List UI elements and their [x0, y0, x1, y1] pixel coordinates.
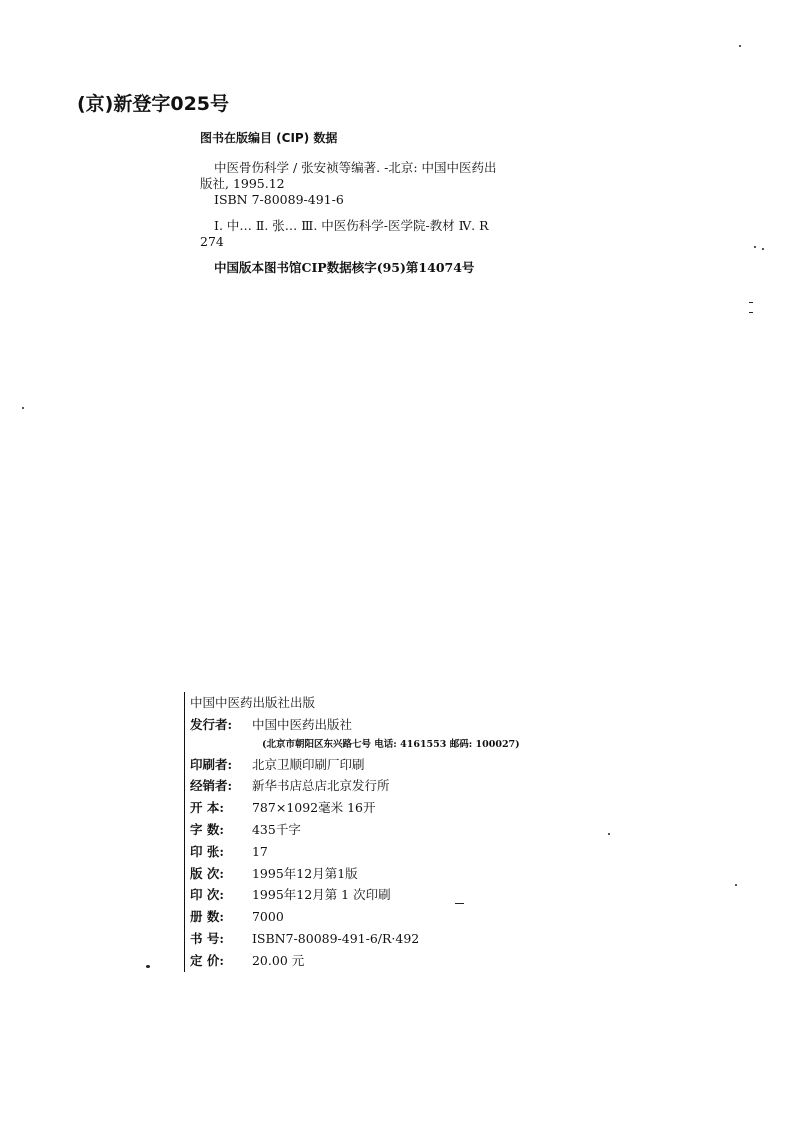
cip-verification-number: 中国版本图书馆CIP数据核字(95)第14074号 — [214, 260, 475, 275]
cip-class-line: Ⅰ. 中… Ⅱ. 张… Ⅲ. 中医伤科学-医学院-教材 Ⅳ. R — [214, 218, 489, 233]
publisher-line: 中国中医药出版社出版 — [190, 695, 316, 710]
scan-speck — [754, 246, 756, 248]
issuer-label: 发行者: — [190, 716, 233, 732]
book-number-row — [190, 928, 520, 950]
price-label: 定 价: — [190, 952, 224, 968]
publisher-address: (北京市朝阳区东兴路七号 电话: 4161553 邮码: 100027) — [262, 738, 520, 750]
scan-speck — [608, 833, 610, 835]
price-row — [190, 950, 520, 972]
cip-class-line-continued: 274 — [200, 234, 224, 249]
format-row — [190, 797, 520, 819]
scan-speck — [749, 312, 753, 313]
format-label: 开 本: — [190, 800, 224, 816]
printer-row — [190, 754, 520, 776]
cip-block — [200, 130, 620, 276]
cip-title-line-continued: 版社, 1995.12 — [200, 176, 285, 191]
word-count-value: 435千字 — [251, 821, 301, 837]
edition-value: 1995年12月第1版 — [251, 865, 358, 881]
scan-speck — [455, 903, 464, 904]
scan-speck — [749, 302, 753, 303]
registration-number: (京)新登字025号 — [77, 93, 230, 115]
sheets-value: 17 — [251, 843, 268, 859]
book-number-label: 书 号: — [190, 930, 224, 946]
distributor-value: 新华书店总店北京发行所 — [251, 778, 390, 794]
edition-label: 版 次: — [190, 865, 224, 881]
cip-isbn: ISBN 7-80089-491-6 — [214, 192, 344, 207]
printing-row — [190, 884, 520, 906]
printing-label: 印 次: — [190, 887, 224, 903]
copies-value: 7000 — [251, 909, 284, 925]
printing-value: 1995年12月第 1 次印刷 — [251, 887, 391, 903]
issuer-row — [190, 714, 520, 736]
scan-speck — [735, 884, 737, 886]
word-count-label: 字 数: — [190, 821, 224, 837]
cip-title-line: 中医骨伤科学 / 张安祯等编著. -北京: 中国中医药出 — [214, 160, 497, 175]
copies-row — [190, 906, 520, 928]
imprint-block — [184, 692, 520, 972]
sheets-row — [190, 841, 520, 863]
word-count-row — [190, 819, 520, 841]
distributor-row — [190, 775, 520, 797]
sheets-label: 印 张: — [190, 843, 224, 859]
cip-classification — [200, 218, 620, 250]
scan-speck — [146, 965, 150, 968]
distributor-label: 经销者: — [190, 778, 233, 794]
scan-speck — [739, 45, 741, 47]
book-number-value: ISBN7-80089-491-6/R·492 — [251, 930, 420, 946]
printer-label: 印刷者: — [190, 756, 233, 772]
format-value: 787×1092毫米 16开 — [251, 800, 376, 816]
printer-value: 北京卫顺印刷厂印刷 — [251, 756, 365, 772]
cip-heading: 图书在版编目 (CIP) 数据 — [200, 131, 338, 145]
price-value: 20.00 元 — [251, 952, 305, 968]
copies-label: 册 数: — [190, 909, 224, 925]
issuer-value: 中国中医药出版社 — [251, 716, 352, 732]
cip-title-entry — [200, 160, 620, 192]
scan-speck — [762, 248, 764, 250]
edition-row — [190, 863, 520, 885]
scan-speck — [22, 407, 24, 409]
